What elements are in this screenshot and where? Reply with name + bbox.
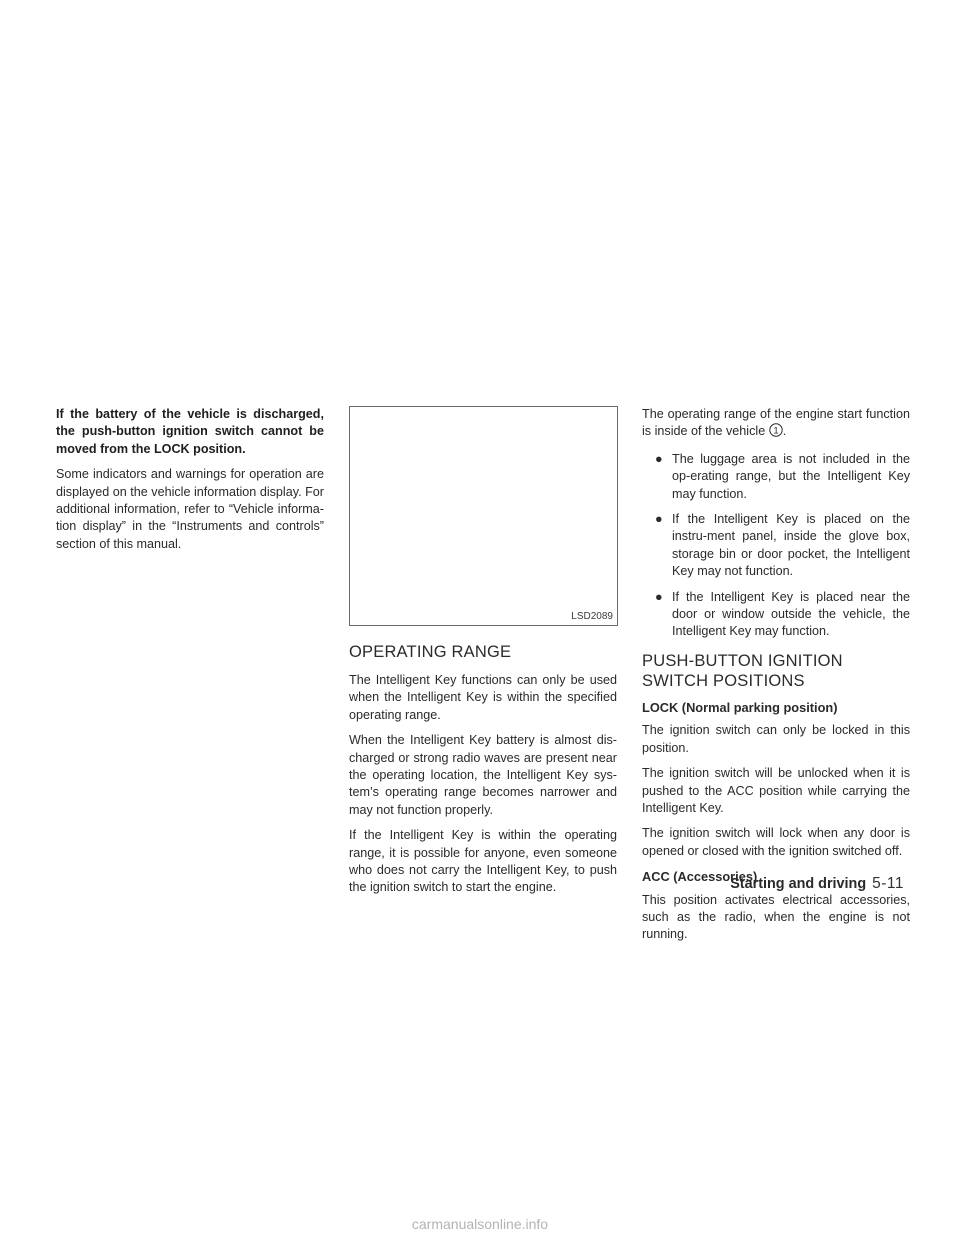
list-item	[642, 451, 910, 503]
operating-range-para-3: If the Intelligent Key is within the operating range, it is possible for anyone, even someone who does not carry the Intelligent Key, to push the ignition switch to start the engine.	[349, 828, 617, 895]
bullet-icon: ●	[655, 512, 663, 527]
circled-number-icon	[769, 423, 783, 442]
lock-heading: LOCK (Normal parking position)	[642, 699, 838, 715]
lock-para-2: The ignition switch will be unlocked when it is pushed to the ACC position while carrying the Intelligent Key.	[642, 766, 910, 815]
page-number: 5-11	[872, 875, 904, 892]
right-column	[642, 406, 910, 952]
operating-range-heading: OPERATING RANGE	[349, 643, 512, 661]
operating-range-para-2: When the Intelligent Key battery is almost dis-charged or strong radio waves are present near the operating location, the Intelligent Key sys-tem’s operating range becomes narrower and may not function properly.	[349, 733, 617, 817]
info-display-paragraph: Some indicators and warnings for operation are displayed on the vehicle information display. For additional information, refer to “Vehicle informa-tion display” in the “Instruments and controls” section of this manual.	[56, 467, 324, 551]
lock-para-1: The ignition switch can only be locked in this position.	[642, 723, 910, 755]
intro-end: .	[782, 424, 787, 439]
left-column	[56, 406, 324, 561]
battery-warning: If the battery of the vehicle is discharged, the push-button ignition switch cannot be moved from the LOCK position.	[56, 407, 324, 456]
operating-range-para-1: The Intelligent Key functions can only be used when the Intelligent Key is within the specified operating range.	[349, 673, 617, 722]
lock-para-3: The ignition switch will lock when any door is opened or closed with the ignition switched off.	[642, 826, 910, 858]
bullet-text: If the Intelligent Key is placed near the door or window outside the vehicle, the Intelligent Key may function.	[672, 589, 910, 639]
acc-para-1: This position activates electrical accessories, such as the radio, when the engine is not running.	[642, 892, 910, 942]
bullet-text: If the Intelligent Key is placed on the instru-ment panel, inside the glove box, storage bin or door pocket, the Intelligent Key may not function.	[672, 512, 910, 579]
operating-range-bullets	[642, 451, 910, 641]
page-footer	[730, 875, 904, 893]
illustration-figure	[349, 406, 618, 626]
section-title: Starting and driving	[730, 876, 867, 892]
list-item	[642, 589, 910, 641]
bullet-icon: ●	[655, 589, 663, 604]
acc-heading: ACC (Accessories)	[642, 869, 758, 885]
circled-number-text: 1	[773, 425, 779, 437]
bullet-icon: ●	[655, 451, 663, 466]
intro-text: The operating range of the engine start function is inside of the vehicle	[642, 407, 910, 439]
figure-code: LSD2089	[571, 611, 613, 622]
ignition-positions-heading: PUSH-BUTTON IGNITION SWITCH POSITIONS	[642, 651, 843, 690]
operating-range-intro	[642, 406, 910, 443]
watermark: carmanualsonline.info	[411, 1216, 549, 1232]
list-item	[642, 511, 910, 581]
bullet-text: The luggage area is not included in the op-erating range, but the Intelligent Key may function.	[672, 451, 910, 501]
middle-column	[349, 406, 617, 905]
